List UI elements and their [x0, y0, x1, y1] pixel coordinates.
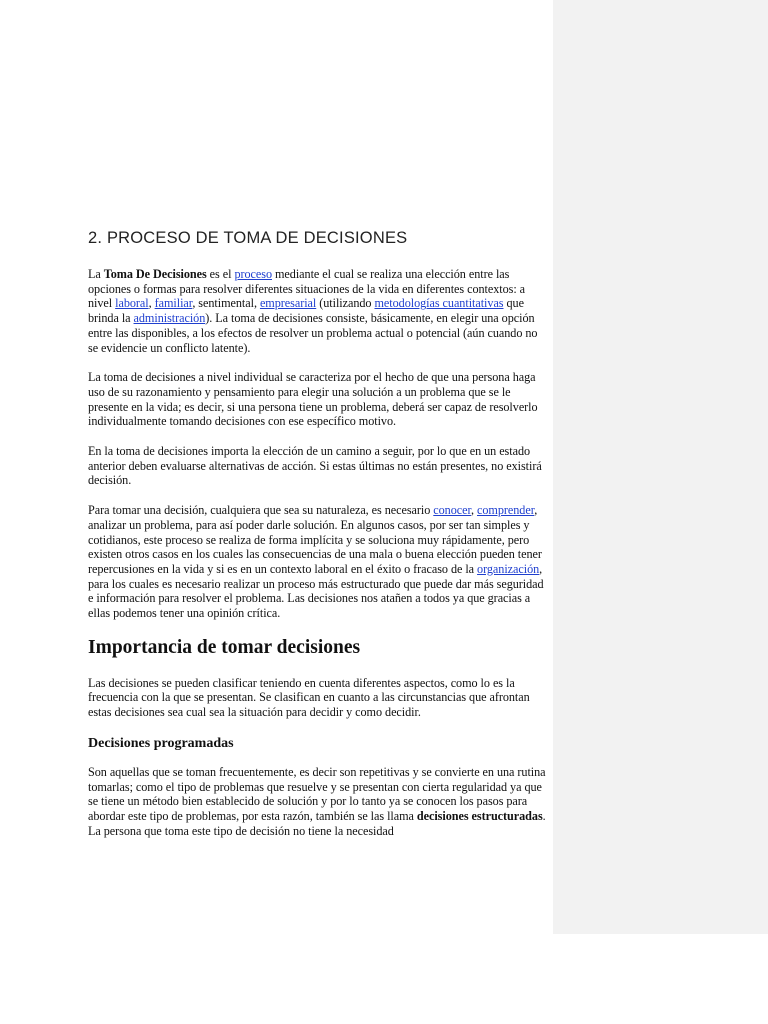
- link-conocer[interactable]: conocer: [433, 503, 472, 518]
- paragraph-definition: La Toma De Decisiones es el proceso mediante el cual se realiza una elección entre las opciones o formas para resolver diferentes situaciones de la vida en diferentes contextos: a nivel laboral, familiar, sentimental, empresarial (utilizando metodologías cuantitativas que brinda la administración). La toma de decisiones consiste, básicamente, en elegir una opción entre las disponibles, a los efectos de resolver un problema actual o potencial (aún cuando no se evidencie un conflicto latente).: [88, 267, 538, 355]
- comment-pane: [553, 0, 768, 934]
- paragraph-programadas: Son aquellas que se toman frecuentemente, es decir son repetitivas y se convierte en una rutina tomarlas; como el tipo de problemas que resuelve y se presentan con cierta regularidad ya que se tiene un método bien establecido de solución y por lo tanto ya se conocen los pasos para abordar este tipo de problemas, por esta razón, también se las llama decisiones estructuradas. La persona que toma este tipo de decisión no tiene la necesidad: [88, 764, 546, 838]
- link-laboral[interactable]: laboral: [115, 296, 149, 311]
- paragraph-naturaleza: Para tomar una decisión, cualquiera que sea su naturaleza, es necesario conocer, comprender, analizar un problema, para así poder darle solución. En algunos casos, por ser tan simples y cotidianos, este proceso se realiza de forma implícita y se soluciona muy rápidamente, pero existen otros casos en los cuales las consecuencias de una mala o buena elección pueden tener repercusiones en la vida y si es en un contexto laboral en el éxito o fracaso de la organización, para los cuales es necesario realizar un proceso más estructurado que puede dar más seguridad e información para resolver el problema. Las decisiones nos atañen a todos ya que gracias a ellas podemos tener una opinión crítica.: [88, 503, 544, 621]
- bold-term: decisiones estructuradas: [416, 808, 543, 823]
- paragraph-clasificacion: Las decisiones se pueden clasificar teniendo en cuenta diferentes aspectos, como lo es la frecuencia con la que se presentan. Se clasifican en cuanto a las circunstancias que afrontan estas decisiones sea cual sea la situación para decidir y como decidir.: [88, 675, 530, 720]
- link-familiar[interactable]: familiar: [154, 296, 193, 311]
- bold-term: Toma De Decisiones: [103, 267, 207, 281]
- link-organizacion[interactable]: organización: [477, 561, 540, 576]
- heading-decisiones-programadas: Decisiones programadas: [88, 735, 234, 751]
- document-body: [88, 228, 548, 853]
- link-empresarial[interactable]: empresarial: [259, 296, 317, 311]
- link-metodologias[interactable]: metodologías cuantitativas: [374, 296, 504, 311]
- paragraph-eleccion: En la toma de decisiones importa la elección de un camino a seguir, por lo que en un estado anterior deben evaluarse alternativas de acción. Si estas últimas no están presentes, no existirá decisión.: [88, 444, 542, 488]
- section-heading: 2. PROCESO DE TOMA DE DECISIONES: [88, 229, 408, 247]
- link-proceso[interactable]: proceso: [234, 267, 272, 281]
- paragraph-individual: La toma de decisiones a nivel individual se caracteriza por el hecho de que una persona haga uso de su razonamiento y pensamiento para elegir una solución a un problema que se le presente en la vida; es decir, si una persona tiene un problema, deberá ser capaz de resolverlo individualmente tomando decisiones con ese específico motivo.: [88, 370, 538, 429]
- link-administracion[interactable]: administración: [133, 311, 206, 326]
- link-comprender[interactable]: comprender: [477, 503, 535, 518]
- heading-importancia: Importancia de tomar decisiones: [88, 636, 361, 658]
